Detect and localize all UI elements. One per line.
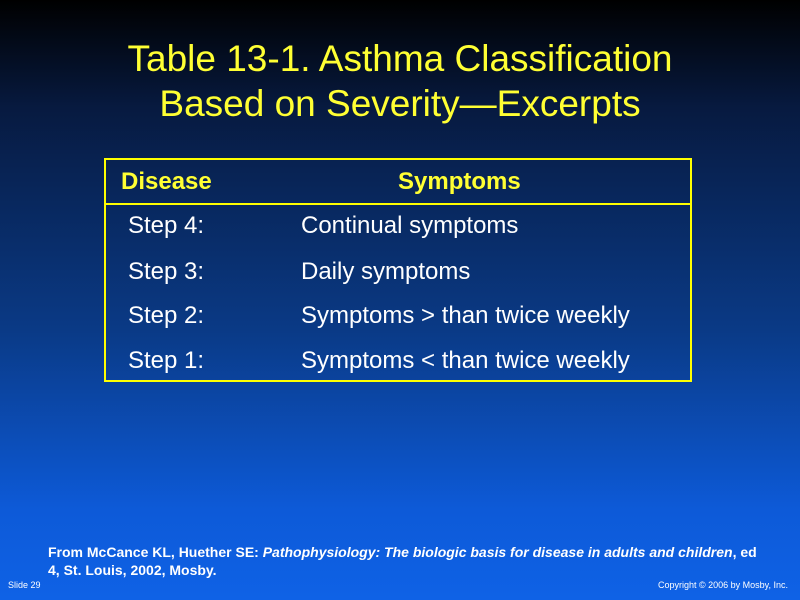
step-cell: Step 3: xyxy=(128,258,205,285)
slide-title xyxy=(0,36,800,126)
table-row xyxy=(106,296,690,336)
step-cell: Step 2: xyxy=(128,302,205,329)
slide-title-line-2: Based on Severity—Excerpts xyxy=(159,83,641,124)
table-row xyxy=(106,206,690,246)
slide-number: Slide 29 xyxy=(8,580,41,590)
symptom-cell: Daily symptoms xyxy=(301,258,471,285)
step-cell: Step 1: xyxy=(128,347,205,374)
header-symptoms: Symptoms xyxy=(398,168,521,195)
copyright-notice: Copyright © 2006 by Mosby, Inc. xyxy=(657,580,788,590)
step-cell: Step 4: xyxy=(128,212,205,239)
citation-suffix: , ed 4, St. Louis, 2002, Mosby. xyxy=(48,544,757,578)
citation-book-title: Pathophysiology: The biologic basis for disease in adults and children xyxy=(262,544,733,560)
header-disease: Disease xyxy=(121,168,212,195)
symptom-cell: Symptoms > than twice weekly xyxy=(301,302,630,329)
table-row xyxy=(106,252,690,292)
table-header xyxy=(106,160,690,205)
table-row xyxy=(106,341,690,381)
symptom-cell: Continual symptoms xyxy=(301,212,519,239)
severity-table xyxy=(104,158,692,382)
symptom-cell: Symptoms < than twice weekly xyxy=(301,347,630,374)
citation-prefix: From McCance KL, Huether SE: xyxy=(48,544,263,560)
source-citation xyxy=(48,543,768,579)
slide-title-line-1: Table 13-1. Asthma Classification xyxy=(127,38,673,79)
